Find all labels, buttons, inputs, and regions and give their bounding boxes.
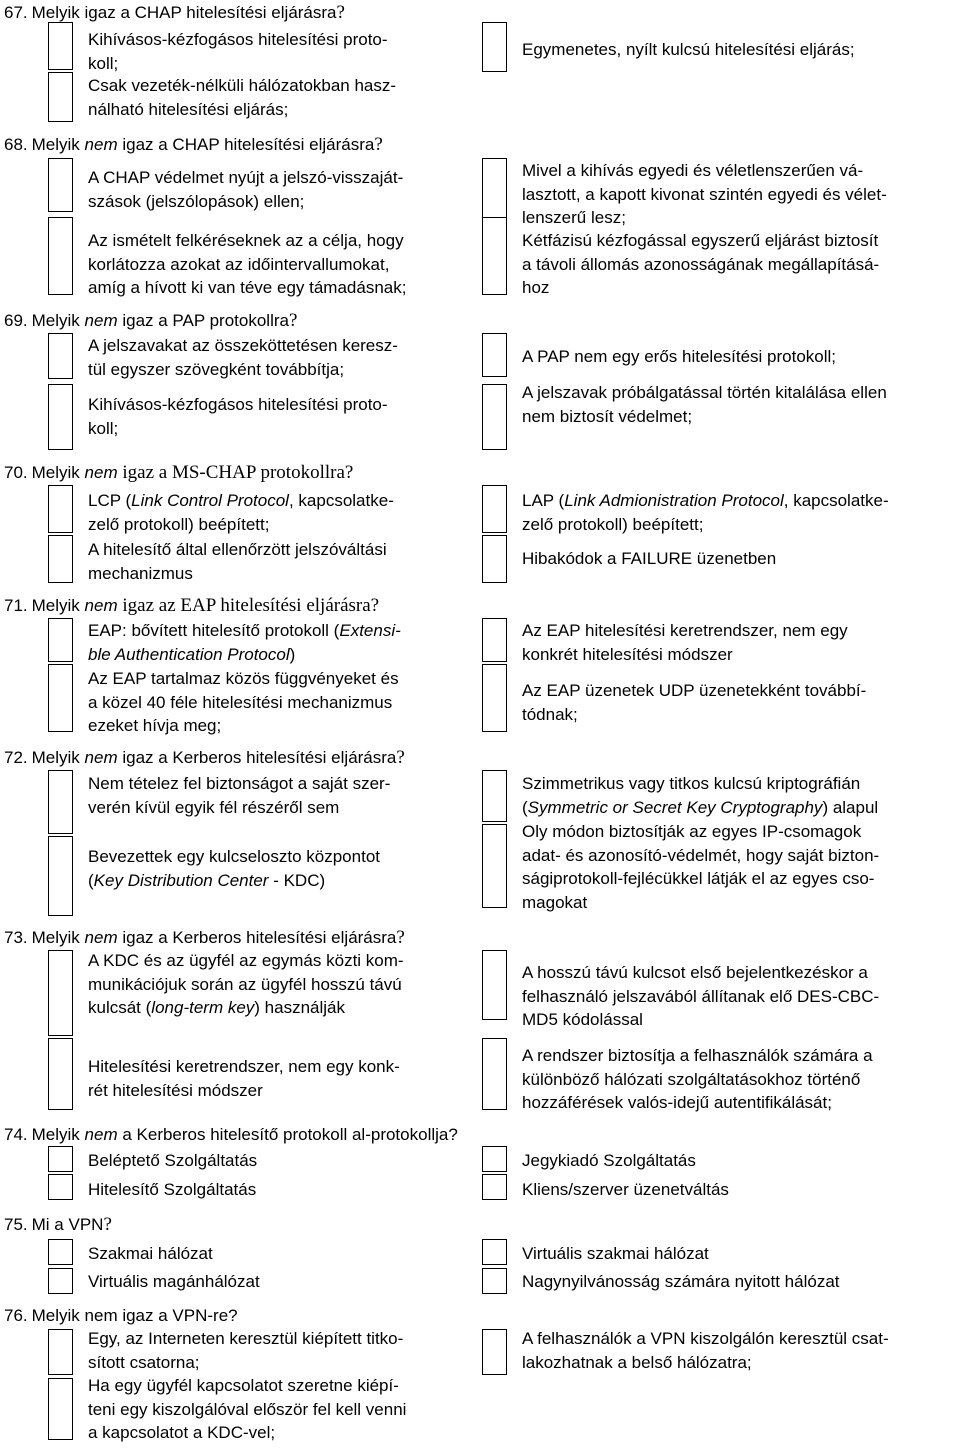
answer-text: LCP (Link Control Protocol, kapcsolatke- zelő protokoll) beépített; xyxy=(88,491,394,534)
question-text: Melyik igaz a CHAP hitelesítési eljárásra xyxy=(31,3,337,22)
answer-text: A PAP nem egy erős hitelesítési protokoll; xyxy=(522,347,837,366)
question-71 xyxy=(4,596,379,616)
answer-text: Kliens/szerver üzenetváltás xyxy=(522,1180,729,1199)
question-text: Melyik xyxy=(31,311,85,330)
question-number: 69. xyxy=(4,311,28,330)
answer-text: Hitelesítési keretrendszer, nem egy konk- rét hitelesítési módszer xyxy=(88,1057,400,1100)
answer-checkbox[interactable] xyxy=(482,770,507,822)
answer-checkbox[interactable] xyxy=(48,158,73,212)
answer-text: Bevezettek egy kulcseloszto központot (Key Distribution Center - KDC) xyxy=(88,847,380,890)
answer-checkbox[interactable] xyxy=(48,333,73,379)
answer-checkbox[interactable] xyxy=(482,824,507,908)
question-text: igaz a Kerberos hitelesítési eljárásra xyxy=(117,748,397,767)
answer-checkbox[interactable] xyxy=(482,1146,507,1172)
answer-checkbox[interactable] xyxy=(482,158,507,220)
answer-text: Oly módon biztosítják az egyes IP-csomagok adat- és azonosító-védelmét, hogy saját bizton- ságiprotokoll-fejlécükkel látják el az egyes cso- magokat xyxy=(522,822,880,912)
answer-text: A hitelesítő által ellenőrzött jelszóváltási mechanizmus xyxy=(88,540,387,583)
question-76 xyxy=(4,1306,238,1326)
answer-checkbox[interactable] xyxy=(48,618,73,662)
answer-text: Nagynyilvánosság számára nyitott hálózat xyxy=(522,1272,840,1291)
question-number: 74. xyxy=(4,1125,28,1144)
question-text: nem xyxy=(84,748,118,767)
question-text: Melyik xyxy=(31,928,85,947)
answer-checkbox[interactable] xyxy=(482,618,507,662)
answer-checkbox[interactable] xyxy=(48,770,73,834)
question-number: 73. xyxy=(4,928,28,947)
question-68 xyxy=(4,135,383,155)
question-70 xyxy=(4,463,353,483)
question-text: Melyik xyxy=(31,1125,85,1144)
answer-checkbox[interactable] xyxy=(48,1239,73,1265)
answer-checkbox[interactable] xyxy=(482,950,507,1020)
answer-text: Kétfázisú kézfogással egyszerű eljárást biztosít a távoli állomás azonosságának megállapításá- hoz xyxy=(522,231,880,297)
answer-checkbox[interactable] xyxy=(482,333,507,377)
answer-text: Jegykiadó Szolgáltatás xyxy=(522,1151,696,1170)
answer-text: Ha egy ügyfél kapcsolatot szeretne kiépí- teni egy kiszolgálóval először fel kell venni a kapcsolatot a KDC-vel; xyxy=(88,1376,407,1442)
answer-text: A CHAP védelmet nyújt a jelszó-visszaját- szások (jelszólopások) ellen; xyxy=(88,168,404,211)
answer-checkbox[interactable] xyxy=(48,1146,73,1172)
answer-text: Hitelesítő Szolgáltatás xyxy=(88,1180,257,1199)
question-text: igaz az EAP hitelesítési eljárásra? xyxy=(117,595,380,616)
question-text: ? xyxy=(396,927,405,948)
answer-text: Mivel a kihívás egyedi és véletlenszerűen vá- lasztott, a kapott kivonat szintén egyedi és vélet- lenszerű lesz; xyxy=(522,161,887,227)
answer-text: A felhasználók a VPN kiszolgálón keresztül csat- lakozhatnak a belső hálózatra; xyxy=(522,1329,889,1372)
question-text: ? xyxy=(103,1214,112,1235)
answer-checkbox[interactable] xyxy=(482,1268,507,1294)
answer-checkbox[interactable] xyxy=(48,72,73,122)
answer-checkbox[interactable] xyxy=(48,485,73,533)
question-69 xyxy=(4,311,297,331)
answer-text: Az ismételt felkéréseknek az a célja, hogy korlátozza azokat az időintervallumokat, amíg a hívott ki van téve egy támadásnak; xyxy=(88,231,407,297)
question-72 xyxy=(4,748,405,768)
question-number: 76. xyxy=(4,1306,28,1325)
question-text: a Kerberos hitelesítő protokoll al-protokollja? xyxy=(117,1125,458,1144)
answer-checkbox[interactable] xyxy=(482,217,507,295)
question-text: nem xyxy=(84,463,118,482)
answer-text: A KDC és az ügyfél az egymás közti kom- munikációjuk során az ügyfél hosszú távú kulcsát (long-term key) használják xyxy=(88,951,404,1017)
answer-text: EAP: bővített hitelesítő protokoll (Extensi- ble Authentication Protocol) xyxy=(88,621,401,664)
question-text: nem xyxy=(84,1125,118,1144)
answer-checkbox[interactable] xyxy=(48,384,73,450)
answer-checkbox[interactable] xyxy=(48,217,73,295)
question-text: Melyik xyxy=(31,596,85,615)
answer-text: A hosszú távú kulcsot első bejelentkezéskor a felhasználó jelszavából állítanak elő DES-CBC- MD5 kódolással xyxy=(522,963,880,1029)
question-text: ? xyxy=(374,134,383,155)
question-text: ? xyxy=(336,2,345,23)
question-text: Melyik xyxy=(31,463,85,482)
answer-text: Szimmetrikus vagy titkos kulcsú kriptográfián (Symmetric or Secret Key Cryptography) alapul xyxy=(522,774,879,817)
answer-checkbox[interactable] xyxy=(482,384,507,450)
answer-text: Egy, az Interneten keresztül kiépített titko- sított csatorna; xyxy=(88,1329,404,1372)
answer-text: Az EAP tartalmaz közös függvényeket és a közel 40 féle hitelesítési mechanizmus ezeket hívja meg; xyxy=(88,669,399,735)
answer-text: A rendszer biztosítja a felhasználók számára a különböző hálózati szolgáltatásokhoz történő hozzáférések valós-idejű autentifikálását; xyxy=(522,1046,873,1112)
answer-text: A jelszavak próbálgatással történ kitalálása ellen nem biztosít védelmet; xyxy=(522,383,887,426)
question-number: 71. xyxy=(4,596,28,615)
answer-text: Szakmai hálózat xyxy=(88,1244,213,1263)
answer-checkbox[interactable] xyxy=(482,1239,507,1265)
answer-text: Virtuális szakmai hálózat xyxy=(522,1244,709,1263)
question-text: nem xyxy=(84,311,118,330)
question-text: igaz a PAP protokollra xyxy=(117,311,289,330)
answer-checkbox[interactable] xyxy=(482,22,507,72)
answer-text: LAP (Link Admionistration Protocol, kapcsolatke- zelő protokoll) beépített; xyxy=(522,491,889,534)
answer-checkbox[interactable] xyxy=(482,485,507,533)
answer-text: Nem tételez fel biztonságot a saját szer- verén kívül egyik fél részéről sem xyxy=(88,774,391,817)
question-67 xyxy=(4,3,345,23)
answer-checkbox[interactable] xyxy=(48,22,73,70)
answer-checkbox[interactable] xyxy=(48,1038,73,1110)
question-text: ? xyxy=(396,747,405,768)
answer-text: Beléptető Szolgáltatás xyxy=(88,1151,258,1170)
answer-checkbox[interactable] xyxy=(482,535,507,583)
question-text: igaz a CHAP hitelesítési eljárásra xyxy=(117,135,375,154)
question-text: ? xyxy=(288,310,298,331)
answer-checkbox[interactable] xyxy=(482,1174,507,1200)
question-number: 70. xyxy=(4,463,28,482)
answer-checkbox[interactable] xyxy=(482,1329,507,1375)
question-number: 68. xyxy=(4,135,28,154)
question-74 xyxy=(4,1125,458,1145)
question-text: Melyik nem igaz a VPN-re? xyxy=(31,1306,238,1325)
answer-checkbox[interactable] xyxy=(482,664,507,732)
answer-text: Kihívásos-kézfogásos hitelesítési proto- koll; xyxy=(88,30,388,73)
answer-checkbox[interactable] xyxy=(48,1378,73,1440)
question-73 xyxy=(4,928,405,948)
question-text: igaz a MS-CHAP protokollra? xyxy=(117,462,354,483)
answer-text: Csak vezeték-nélküli hálózatokban hasz- nálható hitelesítési eljárás; xyxy=(88,76,397,119)
question-text: nem xyxy=(84,135,118,154)
answer-checkbox[interactable] xyxy=(482,1038,507,1110)
question-text: nem xyxy=(84,928,118,947)
answer-checkbox[interactable] xyxy=(48,1174,73,1200)
answer-text: Az EAP üzenetek UDP üzenetekként továbbí- tódnak; xyxy=(522,681,867,724)
answer-checkbox[interactable] xyxy=(48,664,73,732)
answer-checkbox[interactable] xyxy=(48,1329,73,1375)
answer-text: Virtuális magánhálózat xyxy=(88,1272,260,1291)
answer-text: Az EAP hitelesítési keretrendszer, nem egy konkrét hitelesítési módszer xyxy=(522,621,848,664)
answer-checkbox[interactable] xyxy=(48,836,73,916)
question-75 xyxy=(4,1215,112,1235)
answer-checkbox[interactable] xyxy=(48,950,73,1036)
answer-checkbox[interactable] xyxy=(48,1268,73,1294)
question-text: nem xyxy=(84,596,118,615)
question-number: 75. xyxy=(4,1215,28,1234)
answer-checkbox[interactable] xyxy=(48,535,73,583)
answer-text: Egymenetes, nyílt kulcsú hitelesítési eljárás; xyxy=(522,40,855,59)
question-number: 67. xyxy=(4,3,28,22)
question-number: 72. xyxy=(4,748,28,767)
answer-text: A jelszavakat az összeköttetésen keresz- tül egyszer szövegként továbbítja; xyxy=(88,336,398,379)
question-text: Melyik xyxy=(31,135,85,154)
question-text: igaz a Kerberos hitelesítési eljárásra xyxy=(117,928,397,947)
question-text: Mi a VPN xyxy=(31,1215,104,1234)
answer-text: Hibakódok a FAILURE üzenetben xyxy=(522,549,777,568)
question-text: Melyik xyxy=(31,748,85,767)
answer-text: Kihívásos-kézfogásos hitelesítési proto- koll; xyxy=(88,395,388,438)
